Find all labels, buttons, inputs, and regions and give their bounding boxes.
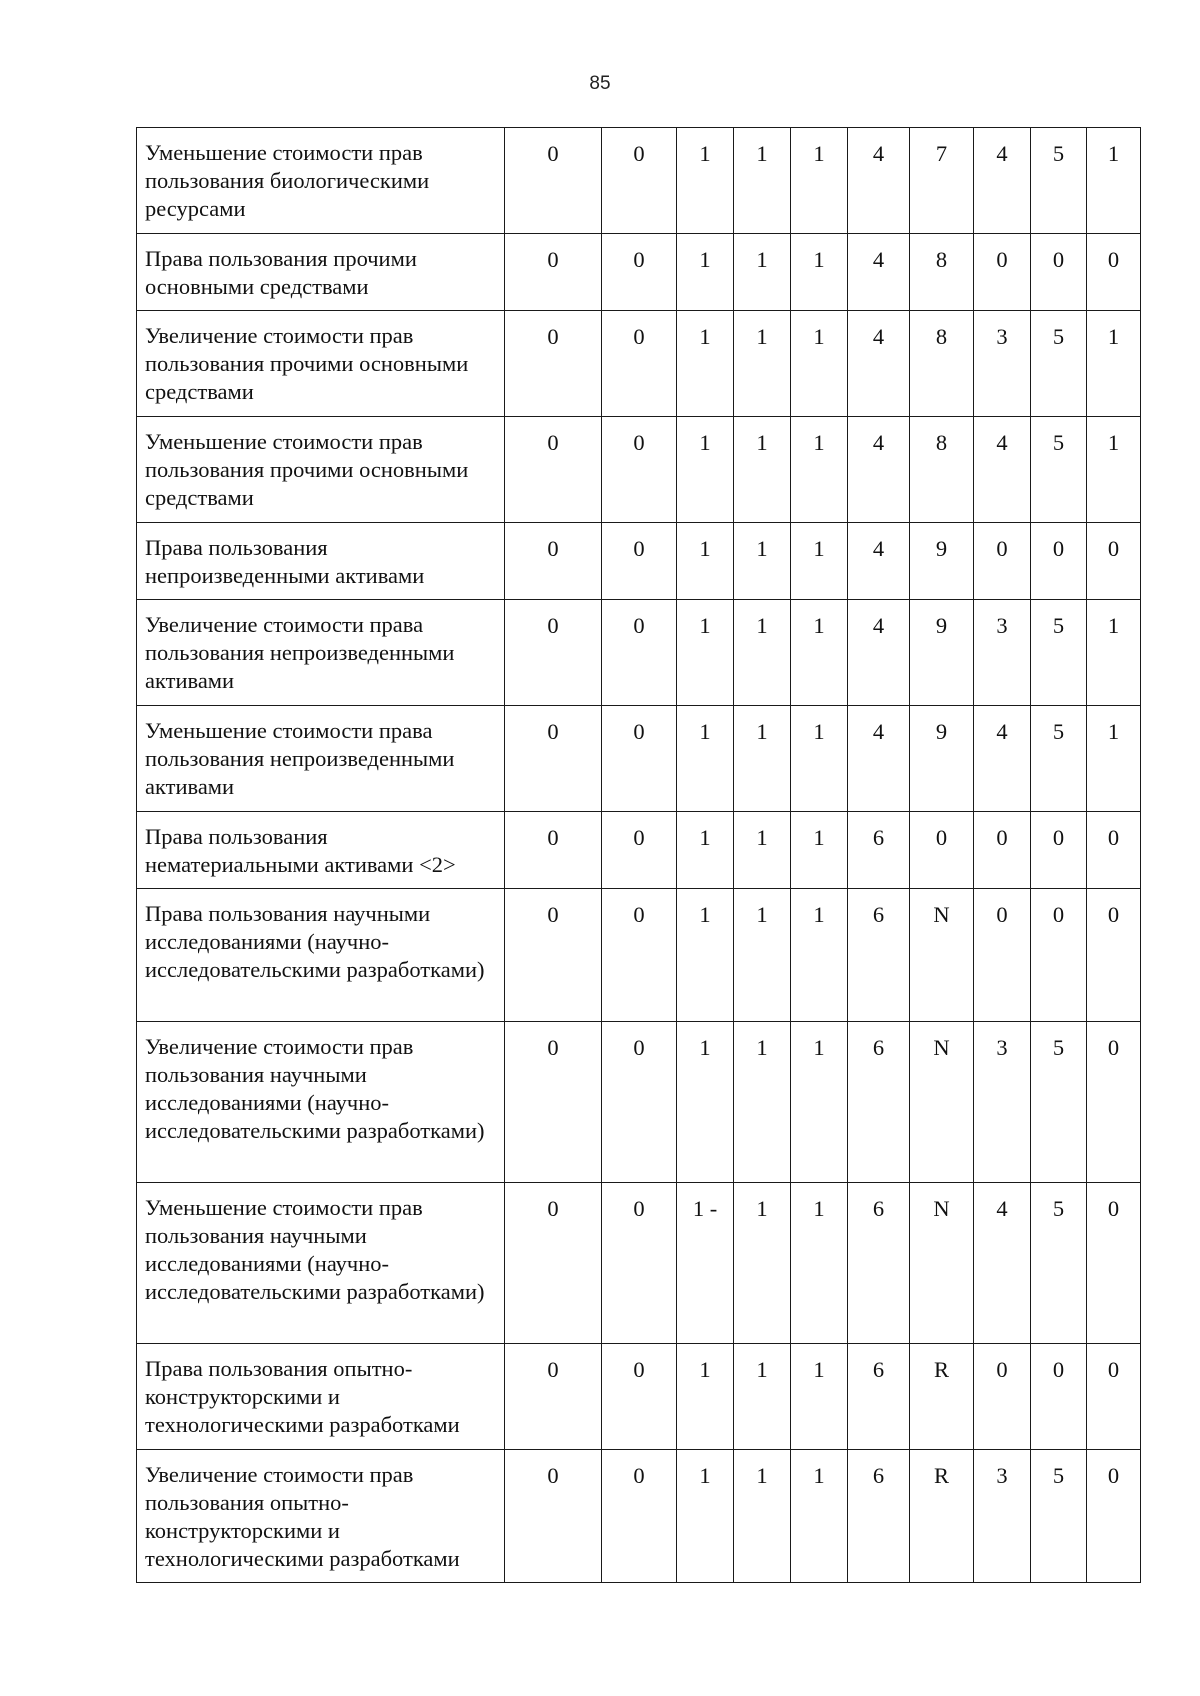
row-label: Права пользования нематериальными активами <2>	[137, 812, 505, 889]
code-digit-6: 4	[848, 311, 910, 417]
table-row	[137, 1344, 1141, 1450]
code-digit-10: 1	[1087, 311, 1141, 417]
code-digit-7: 8	[910, 311, 974, 417]
row-label: Увеличение стоимости прав пользования опытно-конструкторскими и технологическими разработками	[137, 1450, 505, 1583]
code-digit-8: 4	[974, 706, 1031, 812]
code-digit-10: 1	[1087, 128, 1141, 234]
code-digit-7: R	[910, 1344, 974, 1450]
code-digit-8: 3	[974, 311, 1031, 417]
row-label: Уменьшение стоимости права пользования непроизведенными активами	[137, 706, 505, 812]
code-digit-4: 1	[734, 812, 791, 889]
table-row	[137, 600, 1141, 706]
code-digit-5: 1	[791, 523, 848, 600]
row-label: Уменьшение стоимости прав пользования прочими основными средствами	[137, 417, 505, 523]
code-digit-4: 1	[734, 600, 791, 706]
code-digit-1: 0	[505, 234, 602, 311]
code-digit-5: 1	[791, 1022, 848, 1183]
code-digit-4: 1	[734, 1022, 791, 1183]
code-digit-9: 5	[1031, 1450, 1087, 1583]
code-digit-8: 0	[974, 1344, 1031, 1450]
code-digit-9: 5	[1031, 1022, 1087, 1183]
code-digit-1: 0	[505, 311, 602, 417]
code-digit-9: 0	[1031, 812, 1087, 889]
code-digit-2: 0	[602, 523, 677, 600]
code-digit-5: 1	[791, 706, 848, 812]
code-digit-6: 4	[848, 128, 910, 234]
code-digit-7: N	[910, 1022, 974, 1183]
code-digit-5: 1	[791, 311, 848, 417]
code-digit-6: 4	[848, 234, 910, 311]
code-digit-4: 1	[734, 128, 791, 234]
code-digit-10: 0	[1087, 889, 1141, 1022]
code-digit-10: 0	[1087, 1450, 1141, 1583]
code-digit-6: 6	[848, 1344, 910, 1450]
code-digit-3: 1	[677, 311, 734, 417]
table-row	[137, 234, 1141, 311]
table-row	[137, 523, 1141, 600]
code-digit-2: 0	[602, 1022, 677, 1183]
code-digit-2: 0	[602, 600, 677, 706]
code-digit-2: 0	[602, 1183, 677, 1344]
row-label: Увеличение стоимости прав пользования прочими основными средствами	[137, 311, 505, 417]
code-digit-6: 4	[848, 523, 910, 600]
code-digit-9: 5	[1031, 417, 1087, 523]
code-digit-6: 6	[848, 812, 910, 889]
code-digit-9: 0	[1031, 1344, 1087, 1450]
row-label: Права пользования прочими основными средствами	[137, 234, 505, 311]
row-label: Увеличение стоимости прав пользования научными исследованиями (научно-исследовательскими разработками)	[137, 1022, 505, 1183]
code-digit-5: 1	[791, 417, 848, 523]
code-digit-6: 6	[848, 1183, 910, 1344]
code-digit-2: 0	[602, 812, 677, 889]
code-digit-10: 0	[1087, 1344, 1141, 1450]
row-label: Права пользования непроизведенными активами	[137, 523, 505, 600]
code-digit-9: 5	[1031, 600, 1087, 706]
code-digit-4: 1	[734, 706, 791, 812]
code-digit-2: 0	[602, 889, 677, 1022]
code-digit-8: 4	[974, 1183, 1031, 1344]
code-digit-5: 1	[791, 600, 848, 706]
code-digit-4: 1	[734, 889, 791, 1022]
table-row	[137, 1022, 1141, 1183]
code-digit-5: 1	[791, 128, 848, 234]
code-digit-10: 0	[1087, 523, 1141, 600]
code-digit-6: 6	[848, 1022, 910, 1183]
code-digit-7: N	[910, 1183, 974, 1344]
code-digit-3: 1	[677, 1022, 734, 1183]
code-digit-6: 4	[848, 706, 910, 812]
code-digit-7: 7	[910, 128, 974, 234]
code-digit-5: 1	[791, 889, 848, 1022]
code-digit-1: 0	[505, 889, 602, 1022]
table-row	[137, 1450, 1141, 1583]
code-digit-8: 4	[974, 417, 1031, 523]
code-digit-1: 0	[505, 128, 602, 234]
row-label: Уменьшение стоимости прав пользования научными исследованиями (научно-исследовательскими разработками)	[137, 1183, 505, 1344]
code-digit-8: 0	[974, 234, 1031, 311]
code-digit-4: 1	[734, 417, 791, 523]
code-digit-3: 1	[677, 812, 734, 889]
code-digit-2: 0	[602, 1450, 677, 1583]
table-row	[137, 706, 1141, 812]
code-digit-9: 5	[1031, 706, 1087, 812]
code-digit-3: 1	[677, 1344, 734, 1450]
code-digit-3: 1	[677, 523, 734, 600]
code-digit-6: 4	[848, 417, 910, 523]
code-digit-10: 0	[1087, 234, 1141, 311]
code-digit-9: 0	[1031, 234, 1087, 311]
code-digit-6: 6	[848, 1450, 910, 1583]
code-digit-3: 1	[677, 600, 734, 706]
table-row	[137, 812, 1141, 889]
code-digit-1: 0	[505, 1183, 602, 1344]
code-digit-2: 0	[602, 1344, 677, 1450]
page-number: 85	[589, 73, 611, 94]
row-label: Права пользования научными исследованиями (научно-исследовательскими разработками)	[137, 889, 505, 1022]
code-digit-8: 3	[974, 600, 1031, 706]
code-digit-10: 0	[1087, 1022, 1141, 1183]
code-digit-7: 9	[910, 600, 974, 706]
code-digit-6: 6	[848, 889, 910, 1022]
code-digit-1: 0	[505, 706, 602, 812]
code-digit-1: 0	[505, 1344, 602, 1450]
code-digit-5: 1	[791, 1450, 848, 1583]
code-digit-7: 8	[910, 417, 974, 523]
code-digit-4: 1	[734, 523, 791, 600]
code-digit-4: 1	[734, 1183, 791, 1344]
table-row	[137, 128, 1141, 234]
code-digit-10: 1	[1087, 600, 1141, 706]
code-digit-1: 0	[505, 1022, 602, 1183]
table-row	[137, 1183, 1141, 1344]
code-digit-9: 0	[1031, 523, 1087, 600]
code-digit-3: 1	[677, 706, 734, 812]
account-code-table	[136, 127, 1141, 1583]
code-digit-2: 0	[602, 706, 677, 812]
code-digit-4: 1	[734, 311, 791, 417]
code-digit-3: 1	[677, 1450, 734, 1583]
code-digit-5: 1	[791, 1344, 848, 1450]
code-digit-10: 1	[1087, 417, 1141, 523]
code-digit-8: 3	[974, 1022, 1031, 1183]
code-digit-5: 1	[791, 234, 848, 311]
row-label: Права пользования опытно-конструкторскими и технологическими разработками	[137, 1344, 505, 1450]
code-digit-4: 1	[734, 1344, 791, 1450]
code-digit-1: 0	[505, 812, 602, 889]
code-digit-4: 1	[734, 234, 791, 311]
code-digit-7: 9	[910, 706, 974, 812]
code-digit-8: 3	[974, 1450, 1031, 1583]
code-digit-9: 0	[1031, 889, 1087, 1022]
code-digit-5: 1	[791, 812, 848, 889]
code-digit-3: 1	[677, 417, 734, 523]
code-digit-8: 0	[974, 812, 1031, 889]
code-digit-7: 9	[910, 523, 974, 600]
code-digit-4: 1	[734, 1450, 791, 1583]
code-digit-7: N	[910, 889, 974, 1022]
code-digit-2: 0	[602, 128, 677, 234]
code-digit-9: 5	[1031, 128, 1087, 234]
code-digit-1: 0	[505, 600, 602, 706]
code-digit-8: 4	[974, 128, 1031, 234]
code-digit-8: 0	[974, 523, 1031, 600]
code-digit-10: 0	[1087, 1183, 1141, 1344]
code-digit-10: 1	[1087, 706, 1141, 812]
code-digit-7: 0	[910, 812, 974, 889]
code-digit-3: 1 -	[677, 1183, 734, 1344]
code-digit-2: 0	[602, 417, 677, 523]
table-row	[137, 417, 1141, 523]
code-digit-8: 0	[974, 889, 1031, 1022]
code-digit-6: 4	[848, 600, 910, 706]
code-digit-9: 5	[1031, 311, 1087, 417]
code-digit-10: 0	[1087, 812, 1141, 889]
code-digit-1: 0	[505, 417, 602, 523]
code-digit-3: 1	[677, 234, 734, 311]
code-digit-9: 5	[1031, 1183, 1087, 1344]
code-digit-1: 0	[505, 1450, 602, 1583]
code-digit-7: R	[910, 1450, 974, 1583]
code-digit-1: 0	[505, 523, 602, 600]
code-digit-3: 1	[677, 128, 734, 234]
row-label: Уменьшение стоимости прав пользования биологическими ресурсами	[137, 128, 505, 234]
row-label: Увеличение стоимости права пользования непроизведенными активами	[137, 600, 505, 706]
code-digit-2: 0	[602, 311, 677, 417]
code-digit-2: 0	[602, 234, 677, 311]
code-digit-7: 8	[910, 234, 974, 311]
code-digit-3: 1	[677, 889, 734, 1022]
table-row	[137, 889, 1141, 1022]
code-digit-5: 1	[791, 1183, 848, 1344]
table-row	[137, 311, 1141, 417]
